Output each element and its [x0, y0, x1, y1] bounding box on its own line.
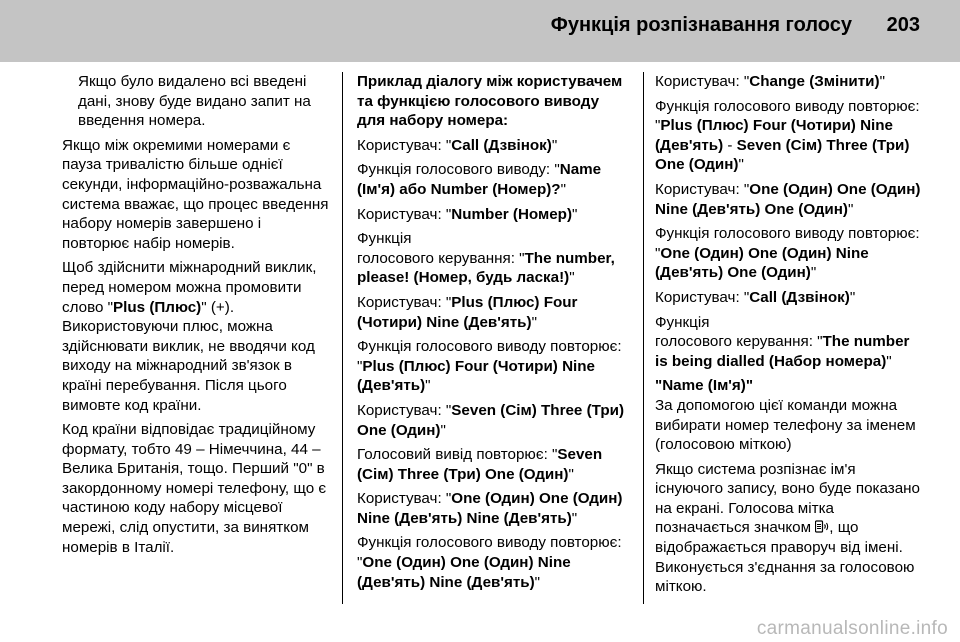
- dialog-heading: Приклад діалогу між користувачем та функцією голосового виводу для набору номера:: [357, 73, 623, 130]
- paragraph-pause: Якщо між окремими номерами є пауза тривалістю більше однієї секунди, інформаційно-розважальна система вважає, що процес введення набору номерів завершено і повторює набір номерів.: [62, 136, 329, 252]
- watermark: carmanualsonline.info: [756, 618, 948, 639]
- dialog-system-line: Функція голосового виводу повторює: "One (Один) One (Один) Nine (Дев'ять) Nine (Дев'ять)": [357, 534, 622, 591]
- column-left: [62, 72, 330, 562]
- dialog-system-line: Функція голосового виводу повторює: "One (Один) One (Один) Nine (Дев'ять) One (Один)": [655, 225, 920, 282]
- column-middle: [357, 72, 629, 597]
- dialog-system-line: Функція голосового керування: "The number, please! (Номер, будь ласка!)": [357, 230, 615, 287]
- dialog-system-line: Функція голосового виводу: "Name (Ім'я) або Number (Номер)?": [357, 161, 602, 198]
- column-divider: [342, 72, 343, 604]
- dialog-user-line: Користувач: "Plus (Плюс) Four (Чотири) Nine (Дев'ять)": [357, 293, 578, 331]
- dialog-user-line: Користувач: "Call (Дзвінок)": [655, 288, 856, 306]
- dialog-user-line: Користувач: "One (Один) One (Один) Nine (Дев'ять) One (Один)": [655, 180, 921, 218]
- section-heading: "Name (Ім'я)": [655, 377, 754, 395]
- page-header: [0, 0, 960, 62]
- dialog-system-line: Функція голосового керування: "The number is being dialled (Набор номера)": [655, 313, 910, 370]
- dialog-user-line: Користувач: "Call (Дзвінок)": [357, 136, 558, 154]
- column-right: [655, 72, 923, 602]
- dialog-user-line: Користувач: "One (Один) One (Один) Nine (Дев'ять) Nine (Дев'ять)": [357, 490, 623, 527]
- dialog-user-line: Користувач: "Number (Номер)": [357, 205, 578, 223]
- paragraph-voice-tag: Якщо система розпізнає ім'я існуючого запису, воно буде показано на екрані. Голосова мітка позначається значком , що відображається праворуч від імені. Виконується з'єднання за голосовою міткою.: [655, 460, 921, 596]
- paragraph-international: Щоб здійснити міжнародний виклик, перед номером можна промовити слово "Plus (Плюс)" (+). Використовуючи плюс, можна здійснювати виклик, не вводячи код виходу на міжнародний зв'язок в країні перебування. Після цього вимовте код країни.: [62, 259, 317, 414]
- column-divider: [643, 72, 644, 604]
- page-title: Функція розпізнавання голосу: [550, 14, 852, 36]
- paragraph-country-code: Код країни відповідає традиційному формату, тобто 49 – Німеччина, 44 – Велика Британія, тощо. Перший "0" в закордонному номері телефону, що є частиною коду набору місцевої мережі, слід опустити, за винятком номерів в Італії.: [62, 421, 327, 556]
- voice-tag-icon: [815, 520, 829, 533]
- paragraph-all-deleted: Якщо було видалено всі введені дані, знову буде видано запит на введення номера.: [78, 73, 311, 130]
- dialog-user-line: Користувач: "Change (Змінити)": [655, 73, 885, 90]
- dialog-system-line: Функція голосового виводу повторює: "Plus (Плюс) Four (Чотири) Nine (Дев'ять) - Seven (Сім) Three (Три) One (Один)": [655, 97, 920, 174]
- dialog-system-line: Функція голосового виводу повторює: "Plus (Плюс) Four (Чотири) Nine (Дев'ять)": [357, 338, 622, 395]
- paragraph-name-command: За допомогою цієї команди можна вибирати номер телефону за іменем (голосовою міткою): [655, 396, 916, 454]
- page-number: 203: [886, 14, 920, 36]
- dialog-user-line: Користувач: "Seven (Сім) Three (Три) One (Один)": [357, 401, 625, 439]
- dialog-system-line: Голосовий вивід повторює: "Seven (Сім) Three (Три) One (Один)": [357, 446, 603, 483]
- keyword-plus: Plus (Плюс): [113, 298, 202, 316]
